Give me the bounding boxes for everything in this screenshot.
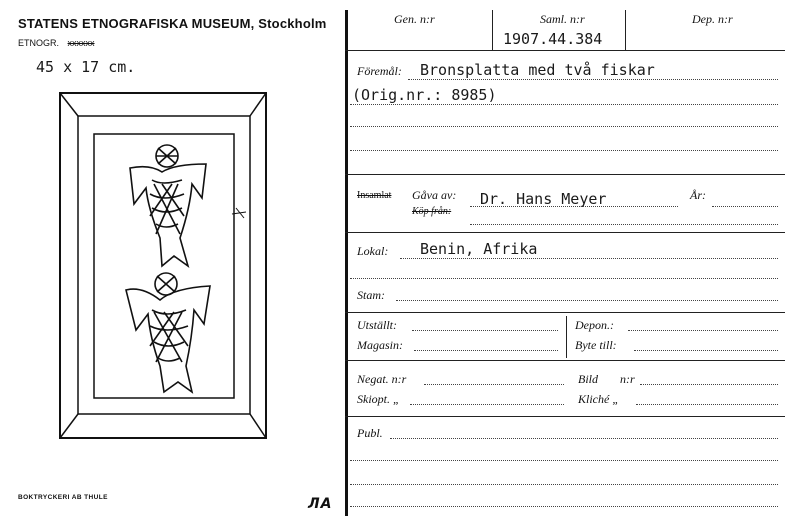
handwritten-note: ЛА [308, 496, 333, 512]
fish-upper [130, 145, 206, 266]
dotted-line [640, 384, 778, 385]
gava-value: Dr. Hans Meyer [480, 190, 607, 208]
utstallt-label: Utställt: [357, 318, 398, 332]
printer-imprint: BOKTRYCKERI AB THULE [18, 494, 108, 501]
dotted-line [350, 150, 778, 151]
orig-nr: (Orig.nr.: 8985) [352, 86, 497, 104]
publ-label: Publ. [357, 426, 383, 440]
dotted-line [470, 206, 678, 207]
dep-nr-label: Dep. n:r [692, 12, 733, 26]
dotted-line [412, 330, 558, 331]
dotted-line [414, 350, 558, 351]
rule [345, 232, 785, 233]
divider [492, 10, 493, 50]
museum-header: STATENS ETNOGRAFISKA MUSEUM, Stockholm [18, 16, 327, 31]
kop-label: Köp från: [412, 206, 452, 217]
depon-label: Depon.: [575, 318, 614, 332]
dotted-line [350, 506, 778, 507]
dotted-line [400, 258, 778, 259]
gava-label: Gåva av: [412, 188, 457, 202]
dotted-line [396, 300, 778, 301]
etnogr-struck: xxxxxx [67, 38, 95, 48]
dotted-line [628, 330, 778, 331]
dotted-line [470, 224, 778, 225]
rule [345, 312, 785, 313]
dotted-line [712, 206, 778, 207]
divider [625, 10, 626, 50]
dotted-line [390, 438, 778, 439]
negat-label: Negat. n:r [357, 372, 407, 386]
dotted-line [350, 278, 778, 279]
stam-label: Stam: [357, 288, 385, 302]
kliche-label: Kliché „ [578, 392, 619, 406]
divider [566, 316, 567, 358]
foremal-value: Bronsplatta med två fiskar [420, 61, 655, 79]
dotted-line [410, 404, 564, 405]
saml-nr-value: 1907.44.384 [503, 30, 603, 48]
etnogr-label [18, 38, 95, 48]
object-size: 45 x 17 cm. [36, 58, 136, 76]
gen-nr-label: Gen. n:r [394, 12, 435, 26]
plaque-illustration [50, 88, 276, 444]
gava-struck: Insamlat [357, 190, 392, 201]
saml-nr-label: Saml. n:r [540, 12, 585, 26]
rule [345, 360, 785, 361]
bild-label: Bild [578, 372, 598, 386]
bild-nr-label: n:r [620, 372, 635, 386]
dotted-line [350, 460, 778, 461]
dotted-line [350, 126, 778, 127]
byte-till-label: Byte till: [575, 338, 617, 352]
dotted-line [636, 404, 778, 405]
magasin-label: Magasin: [357, 338, 403, 352]
skiopt-label: Skiopt. „ [357, 392, 400, 406]
card-divider [345, 10, 348, 516]
lokal-label: Lokal: [357, 244, 389, 258]
etnogr-text: ETNOGR. [18, 38, 60, 48]
rule [345, 50, 785, 51]
dotted-line [424, 384, 564, 385]
fish-lower [126, 273, 210, 392]
ar-label: År: [690, 188, 706, 202]
dotted-line [408, 79, 778, 80]
rule [345, 416, 785, 417]
rule [345, 174, 785, 175]
foremal-label: Föremål: [357, 64, 402, 78]
dotted-line [634, 350, 778, 351]
lokal-value: Benin, Afrika [420, 240, 538, 258]
dotted-line [350, 104, 778, 105]
dotted-line [350, 484, 778, 485]
